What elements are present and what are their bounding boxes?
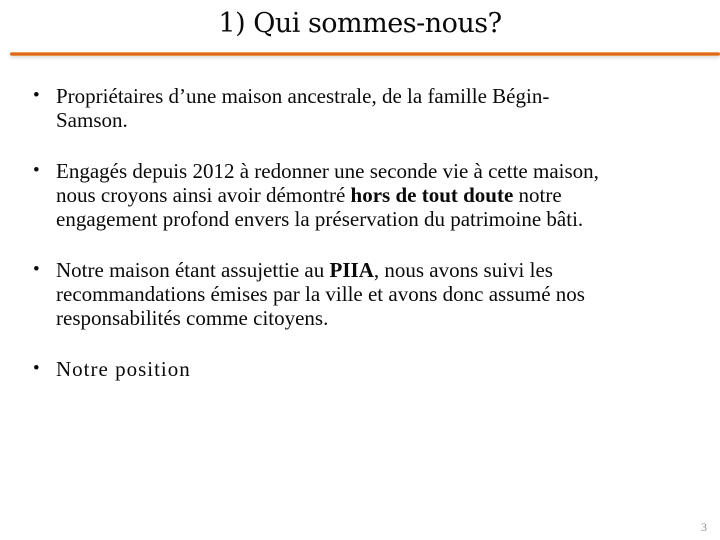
page-number: 3 [701,520,707,534]
bullet-text: Propriétaires d’une maison ancestrale, de la famille Bégin-Samson. [56,84,550,132]
title-divider-rule [10,52,720,56]
bullet-dot-icon: • [33,85,40,106]
slide-title: 1) Qui sommes-nous? [218,8,502,39]
bullet-item [32,159,614,231]
bullet-item [32,84,614,132]
bullet-dot-icon: • [33,160,40,181]
bullet-text-bold: hors de tout doute [350,183,514,207]
bullet-item [32,357,614,381]
bullet-dot-icon: • [33,259,40,280]
bullet-text-bold: PIIA [329,258,374,282]
bullet-item [32,258,614,330]
bullet-text: Engagés depuis 2012 à redonner une seconde vie à cette maison, nous croyons ainsi avoir démontré [56,159,599,207]
bullet-text: Notre maison étant assujettie au [56,258,330,282]
bullet-dot-icon: • [33,358,41,379]
bullet-text: notre engagement profond envers la préservation du patrimoine bâti. [56,183,584,231]
bullet-list [32,84,614,381]
bullet-text: , nous avons suivi les recommandations émises par la ville et avons donc assumé nos responsabilités comme citoyens. [56,258,585,330]
bullet-text: Notre position [56,357,191,381]
